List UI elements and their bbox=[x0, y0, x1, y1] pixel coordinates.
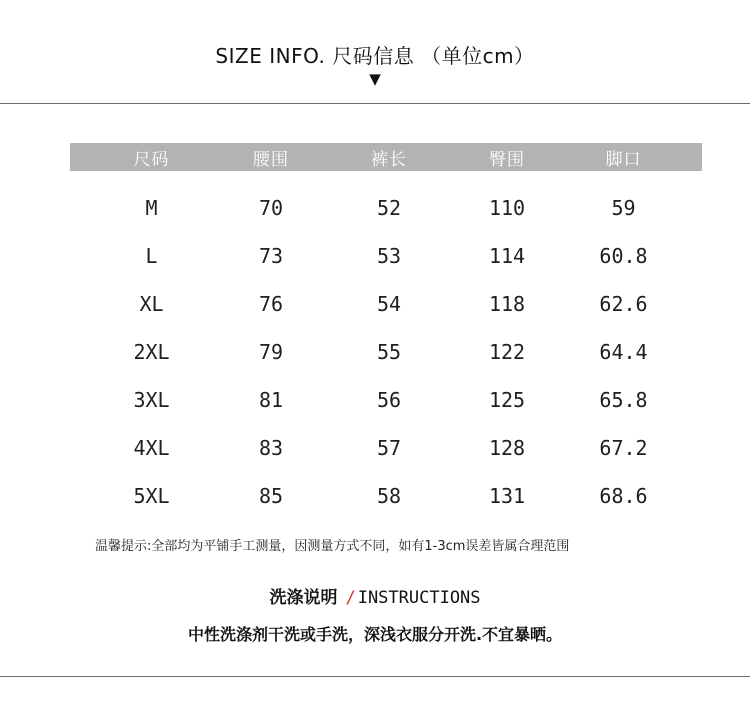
cell-length: 52 bbox=[376, 196, 402, 220]
cell-leg-opening: 62.6 bbox=[599, 292, 648, 316]
cell-waist: 81 bbox=[258, 388, 284, 412]
header-size: 尺码 bbox=[133, 149, 170, 170]
cell-hip: 122 bbox=[488, 340, 526, 364]
bottom-divider bbox=[0, 676, 750, 677]
wash-title-cn: 洗涤说明 bbox=[269, 588, 338, 608]
cell-leg-opening: 60.8 bbox=[599, 244, 648, 268]
cell-waist: 79 bbox=[258, 340, 284, 364]
cell-leg-opening: 64.4 bbox=[599, 340, 648, 364]
measurement-note: 温馨提示:全部均为平铺手工测量，因测量方式不同，如有1-3cm误差皆属合理范围 bbox=[95, 539, 570, 554]
cell-size: M bbox=[145, 196, 158, 220]
cell-waist: 85 bbox=[258, 484, 284, 508]
cell-hip: 131 bbox=[488, 484, 526, 508]
cell-leg-opening: 65.8 bbox=[599, 388, 648, 412]
cell-length: 58 bbox=[376, 484, 402, 508]
cell-waist: 83 bbox=[258, 436, 284, 460]
cell-length: 56 bbox=[376, 388, 402, 412]
table-row bbox=[70, 280, 702, 328]
cell-length: 53 bbox=[376, 244, 402, 268]
header-hip: 臀围 bbox=[489, 149, 525, 170]
cell-size: 4XL bbox=[133, 436, 170, 460]
table-header bbox=[70, 143, 702, 171]
cell-length: 55 bbox=[376, 340, 402, 364]
cell-hip: 118 bbox=[488, 292, 526, 316]
cell-size: 5XL bbox=[133, 484, 170, 508]
wash-title-en: INSTRUCTIONS bbox=[357, 588, 481, 608]
top-divider bbox=[0, 103, 750, 104]
size-table bbox=[70, 143, 702, 520]
table-body bbox=[70, 184, 702, 520]
cell-size: XL bbox=[139, 292, 164, 316]
cell-leg-opening: 67.2 bbox=[599, 436, 648, 460]
cell-length: 57 bbox=[376, 436, 402, 460]
cell-hip: 125 bbox=[488, 388, 526, 412]
table-row bbox=[70, 232, 702, 280]
table-row bbox=[70, 376, 702, 424]
cell-hip: 114 bbox=[488, 244, 526, 268]
cell-leg-opening: 68.6 bbox=[599, 484, 648, 508]
header-length: 裤长 bbox=[371, 149, 407, 170]
table-row bbox=[70, 328, 702, 376]
cell-size: 2XL bbox=[133, 340, 170, 364]
wash-title-slash: / bbox=[345, 588, 356, 608]
cell-size: 3XL bbox=[133, 388, 170, 412]
cell-waist: 76 bbox=[258, 292, 284, 316]
cell-waist: 70 bbox=[258, 196, 284, 220]
header-waist: 腰围 bbox=[253, 149, 289, 170]
cell-hip: 128 bbox=[488, 436, 526, 460]
wash-instructions-text: 中性洗涤剂干洗或手洗，深浅衣服分开洗.不宜暴晒。 bbox=[187, 625, 563, 644]
table-row bbox=[70, 472, 702, 520]
table-row bbox=[70, 184, 702, 232]
cell-length: 54 bbox=[376, 292, 402, 316]
cell-leg-opening: 59 bbox=[611, 196, 636, 220]
cell-waist: 73 bbox=[258, 244, 284, 268]
cell-size: L bbox=[145, 244, 158, 268]
cell-hip: 110 bbox=[488, 196, 526, 220]
down-arrow-icon: ▼ bbox=[369, 70, 381, 88]
header-leg-opening: 脚口 bbox=[605, 149, 642, 170]
page-title: SIZE INFO. 尺码信息 （单位cm） bbox=[215, 44, 535, 68]
wash-instructions-title bbox=[0, 583, 750, 608]
table-row bbox=[70, 424, 702, 472]
